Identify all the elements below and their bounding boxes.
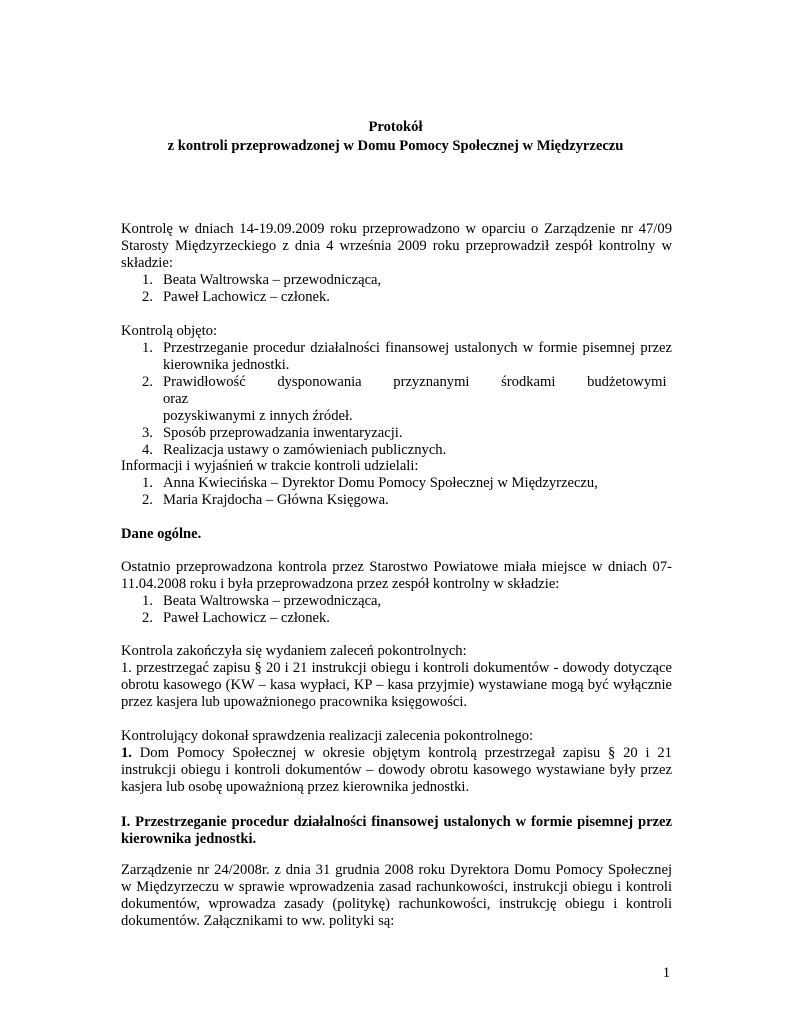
info-list (121, 475, 672, 509)
list-item: 2. Paweł Lachowicz – członek. (142, 610, 330, 626)
recommendations-heading: Kontrola zakończyła się wydaniem zaleceń pokontrolnych: (121, 643, 467, 659)
verification-paragraph: 1. Dom Pomocy Społecznej w okresie objętym kontrolą przestrzegał zapisu § 20 i 21 instrukcji obiegu i kontroli dokumentów – dowody obrotu kasowego wystawiane były przez kasjera lub osobę upoważnioną przez kierownika jednostki. (121, 745, 672, 795)
section1-heading: I. Przestrzeganie procedur działalności finansowej ustalonych w formie pisemnej przez kierownika jednostki. (121, 814, 672, 847)
recommendations-section (121, 643, 672, 711)
page-number: 1 (662, 965, 670, 981)
verification-section (121, 728, 672, 796)
list-item: 3. Sposób przeprowadzania inwentaryzacji. (142, 425, 403, 441)
document-title: Protokół (368, 119, 423, 135)
scope-heading: Kontrolą objęto: (121, 323, 218, 339)
general-section (121, 559, 672, 627)
list-item: 1. Anna Kwiecińska – Dyrektor Domu Pomocy Społecznej w Międzyrzeczu, (142, 475, 598, 491)
info-section (121, 458, 672, 509)
general-heading: Dane ogólne. (121, 526, 202, 542)
info-heading: Informacji i wyjaśnień w trakcie kontroli udzielali: (121, 458, 419, 474)
scope-list (121, 340, 672, 459)
list-item: 2. Paweł Lachowicz – członek. (142, 289, 330, 305)
list-item: 4. Realizacja ustawy o zamówieniach publicznych. (142, 442, 447, 458)
list-item: 2. Prawidłowość dysponowania przyznanymi środkami budżetowymi oraz pozyskiwanymi z innych źródeł. (142, 374, 667, 424)
general-members-list (121, 593, 672, 627)
intro-members-list (121, 272, 672, 306)
intro-paragraph: Kontrolę w dniach 14-19.09.2009 roku przeprowadzono w oparciu o Zarządzenie nr 47/09 Starosty Międzyrzeckiego z dnia 4 września 2009 roku przeprowadził zespół kontrolny w składzie: (121, 221, 672, 271)
intro-section (121, 221, 672, 306)
list-item: 1. Beata Waltrowska – przewodnicząca, (142, 593, 382, 609)
list-item: 2. Maria Krajdocha – Główna Księgowa. (142, 492, 389, 508)
verification-heading: Kontrolujący dokonał sprawdzenia realizacji zalecenia pokontrolnego: (121, 728, 534, 744)
document-subtitle: z kontroli przeprowadzonej w Domu Pomocy Społecznej w Międzyrzeczu (167, 138, 624, 154)
recommendations-paragraph: 1. przestrzegać zapisu § 20 i 21 instrukcji obiegu i kontroli dokumentów - dowody dotyczące obrotu kasowego (KW – kasa wypłaci, KP – kasa przyjmie) wystawiane mogą być wyłącznie przez kasjera lub upoważnionego pracownika księgowości. (121, 660, 672, 710)
section1-paragraph: Zarządzenie nr 24/2008r. z dnia 31 grudnia 2008 roku Dyrektora Domu Pomocy Społecznej w Międzyrzeczu w sprawie wprowadzenia zasad rachunkowości, instrukcji obiegu i kontroli dokumentów, wprowadza zasady (politykę) rachunkowości, instrukcję obiegu i kontroli dokumentów. Załącznikami to ww. polityki są: (121, 862, 672, 929)
scope-section (121, 323, 672, 459)
general-paragraph: Ostatnio przeprowadzona kontrola przez Starostwo Powiatowe miała miejsce w dniach 07-11.04.2008 roku i była przeprowadzona przez zespół kontrolny w składzie: (121, 559, 672, 592)
list-item: 1. Beata Waltrowska – przewodnicząca, (142, 272, 382, 288)
list-item: 1. Przestrzeganie procedur działalności finansowej ustalonych w formie pisemnej przez kierownika jednostki. (142, 340, 672, 373)
